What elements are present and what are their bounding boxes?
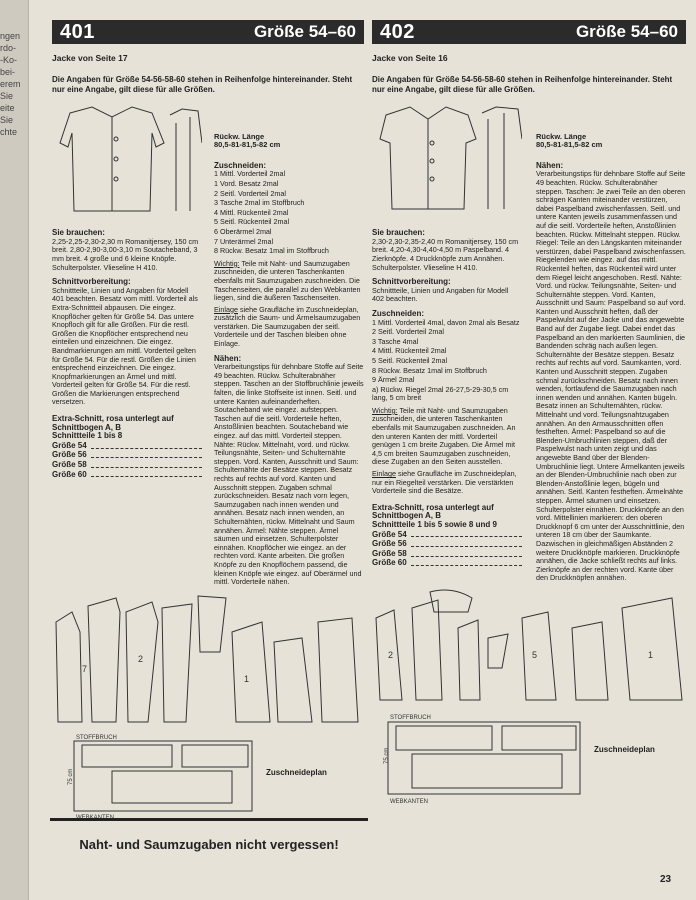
width-label: 75 cm xyxy=(68,768,74,786)
cutting-item: 1 Vord. Besatz 2mal xyxy=(214,178,279,188)
model-number: 402 xyxy=(380,20,415,43)
important-text: Teile mit Naht- und Saumzugaben zuschneiden, die unteren Taschenkanten ebenfalls mit Saumzugaben zuschneiden. Die Taschenseiten, die parallel zu den Webkanten liegen, sind die äußeren Taschenseiten. xyxy=(214,258,361,303)
size-label: Größe 60 xyxy=(372,558,407,568)
cutting-item: 2 Seitl. Vorderteil 2mal xyxy=(372,327,444,337)
back-length-label: Rückw. Länge xyxy=(214,131,265,141)
size-label: Größe 54 xyxy=(372,529,407,539)
strip-word: chte xyxy=(0,127,18,137)
cutting-item: 4 Mittl. Rückenteil 2mal xyxy=(214,207,289,217)
needs-text: 2,30-2,30-2,35-2,40 m Romanitjersey, 150 cm breit. 4,20-4,30-4,40-4,50 m Paspelband. 4 Zierknöpfe. 4 Druckknöpfe zum Annähen. Schulterpolster. Vlieseline H 410. xyxy=(372,236,519,272)
cutting-item: 4 Mittl. Rückenteil 2mal xyxy=(372,346,447,356)
right-subcolumn xyxy=(214,103,364,588)
cutting-item: 1 Mittl. Vorderteil 2mal xyxy=(214,169,286,179)
interfacing-text: siehe Graufläche im Zuschneideplan, zusätzlich die Saum- und Ärmelsaumzugaben verstärken. Die Saumzugaben der seitl. Vorderteile und der Taschen bleiben ohne Einlage. xyxy=(214,304,361,349)
cutting-item: 1 Mittl. Vorderteil 4mal, davon 2mal als Besatz xyxy=(372,317,520,327)
cutting-list xyxy=(372,319,522,403)
fold-label: STOFFBRUCH xyxy=(390,715,431,722)
pattern-pieces-401 xyxy=(52,592,364,727)
important-title: Wichtig: xyxy=(372,405,398,415)
width-label: 75 cm xyxy=(384,748,390,765)
interfacing-title: Einlage xyxy=(372,469,396,479)
strip-word: -Ko- xyxy=(0,55,18,65)
jacket-drawing-401 xyxy=(52,103,202,221)
cutting-list xyxy=(214,170,364,255)
strip-word: Sie xyxy=(0,115,14,125)
size-label: Größe 56 xyxy=(372,539,407,549)
cutting-title: Zuschneiden: xyxy=(214,160,267,170)
size-lines xyxy=(52,442,202,479)
pattern-pieces-402 xyxy=(372,588,686,706)
svg-text:2: 2 xyxy=(138,653,144,664)
header-402 xyxy=(372,20,686,44)
extra-cut-title: Extra-Schnitt, rosa unterlegt auf Schnittbogen A, B xyxy=(52,414,174,432)
cutting-item: 8 Rückw. Besatz 1mal im Stoffbruch xyxy=(214,246,329,256)
cutting-item: 6 Oberärmel 2mal xyxy=(214,226,272,236)
cutting-item: 5 Seitl. Rückenteil 2mal xyxy=(214,217,290,227)
preparation-text: Schnittteile, Linien und Angaben für Modell 402 beachten. xyxy=(372,285,509,304)
cutting-title: Zuschneiden: xyxy=(372,308,425,318)
right-subcolumn xyxy=(536,103,686,584)
size-range: Größe 54–60 xyxy=(575,21,678,41)
strip-word: ngen xyxy=(0,31,21,41)
cutting-item: 3 Tasche 4mal xyxy=(372,336,419,346)
interfacing-text: siehe Graufläche im Zuschneideplan, nur ein Riegelteil verstärken. Die verstärkten Vorderteile sind die Besätze. xyxy=(372,469,517,496)
cutting-layout-401 xyxy=(52,731,364,823)
sewing-title: Nähen: xyxy=(536,160,564,170)
cutting-item: 5 Seitl. Rückenteil 2mal xyxy=(372,355,448,365)
fold-label: STOFFBRUCH xyxy=(76,735,117,742)
subtitle: Jacke von Seite 16 xyxy=(372,53,448,63)
strip-word: eite xyxy=(0,103,15,113)
binding-strip xyxy=(0,0,29,900)
intro-text: Die Angaben für Größe 54-56-58-60 stehen in Reihenfolge hintereinander. Steht nur eine Angabe, gilt diese für alle Größen. xyxy=(52,74,353,94)
subtitle: Jacke von Seite 17 xyxy=(52,53,128,63)
selvage-label: WEBKANTEN xyxy=(76,815,115,822)
sewing-text: Verarbeitungstips für dehnbare Stoffe auf Seite 49 beachten. Rückw. Schulterabnäher steppen. Taschen an der Stoffbruchlinie jeweils falten, die linke Stoffseite ist innen. Seitl. und untere Kanten aufeinanderheften. Soutacheband wie eingez. aufsteppen. Taschen auf die seitl. Vorderteile heften, Anstoßlinien beachten. Soutacheband wie eingez. auf das mittl. Vorderteil steppen. Nähte: Rückw. Mittelnaht, vord. und rückw. Teilungsnähte, Seiten- und Schulternähte steppen. Vord. Kanten, Ausschnitt und Saum: Schulternähte der Besätze steppen. Besatz rechts auf rechts auf vord. Kanten und Ausschnitt steppen. Zugaben schmal zurückschneiden. Besatz nach vorn legen, Saumzugaben nach innen wenden und annähen. Besatz nach innen wenden, an Schulternähten, rückw. Mittelnaht und Saum annähen. Ärmel: Nähte steppen. Ärmel säumen und einsetzen. Schulterpolster einnähen. Knopflöcher wie eingez. an der rechten vord. Kante arbeiten. Die großen Knöpfe zu den Knopflöchern passend, die kleinen Knöpfe wie eingez. auf Oberärmel und mittl. Vorderteile nähen. xyxy=(214,362,364,587)
size-label: Größe 58 xyxy=(372,548,407,558)
size-label: Größe 56 xyxy=(52,450,87,460)
back-length-value: 80,5-81-81,5-82 cm xyxy=(214,140,281,150)
strip-word: bei- xyxy=(0,67,16,77)
strip-word: Sie xyxy=(0,91,14,101)
cutting-item: a) Rückw. Riegel 2mal 26-27,5-29-30,5 cm lang, 5 cm breit xyxy=(372,384,509,403)
size-label: Größe 58 xyxy=(52,460,87,470)
important-title: Wichtig: xyxy=(214,258,240,268)
size-range: Größe 54–60 xyxy=(253,21,356,41)
extra-cut-title: Extra-Schnitt, rosa unterlegt auf Schnittbogen A, B xyxy=(372,502,494,521)
cutting-item: 8 Rückw. Besatz 1mal im Stoffbruch xyxy=(372,365,487,375)
page-number: 23 xyxy=(660,874,672,885)
interfacing-title: Einlage xyxy=(214,304,238,314)
strip-word: erem xyxy=(0,79,21,89)
size-label: Größe 60 xyxy=(52,469,87,479)
header-401 xyxy=(52,20,364,44)
important-text: Teile mit Naht- und Saumzugaben zuschneiden, die unteren Taschenkanten ebenfalls mit Saumzugaben zuschneiden. An den unteren Kanten der mittl. Vorderteil genügen 1 cm breite Zugaben. Die Ärmel mit 4,5 cm breiten Saumzugaben zuschneiden, diese Zugaben an den Seiten ausstellen. xyxy=(372,405,516,467)
needs-title: Sie brauchen: xyxy=(372,228,425,238)
cutting-plan-label: Zuschneideplan xyxy=(266,768,327,778)
svg-text:2: 2 xyxy=(388,649,394,660)
cutting-layout-402 xyxy=(372,710,686,806)
left-subcolumn xyxy=(52,103,202,588)
size-label: Größe 54 xyxy=(52,440,87,450)
reminder-banner: Naht- und Saumzugaben nicht vergessen! xyxy=(50,818,368,852)
pattern-402 xyxy=(372,20,686,809)
cutting-item: 3 Tasche 2mal im Stoffbruch xyxy=(214,198,305,208)
jacket-drawing-402 xyxy=(372,103,522,221)
cutting-item: 9 Ärmel 2mal xyxy=(372,375,415,385)
needs-title: Sie brauchen: xyxy=(52,228,105,238)
cutting-plan-label: Zuschneideplan xyxy=(594,745,655,755)
svg-text:1: 1 xyxy=(244,673,250,684)
svg-text:7: 7 xyxy=(82,663,88,674)
extra-cut-sub: Schnittteile 1 bis 5 sowie 8 und 9 xyxy=(372,520,497,529)
preparation-title: Schnittvorbereitung: xyxy=(52,277,131,287)
size-lines xyxy=(372,531,522,568)
needs-text: 2,25-2,25-2,30-2,30 m Romanitjersey, 150 cm breit. 2,80-2,90-3,00-3,10 m Soutacheband, 3 mm breit. 4 große und 6 kleine Knöpfe. Schulterpolster. Vlieseline H 410. xyxy=(52,236,199,272)
intro-text: Die Angaben für Größe 54-56-58-60 stehen in Reihenfolge hintereinander. Steht nur eine Angabe, gilt diese für alle Größen. xyxy=(372,74,673,94)
left-subcolumn xyxy=(372,103,522,584)
preparation-text: Schnittteile, Linien und Angaben für Modell 401 beachten. Besatz vom mittl. Vorderteil als Extra-Schnittteil abpausen. Die eingez. Knopflöcher gelten für Größe 54. Das untere Knopfloch gilt für alle Größen. Für die restl. Größen die Knopflöcher entsprechend neu einteilen und einzeichnen. Die eingez. Bandmarkierungen am mittl. Vorderteil gelten für Größe 54. Für die restl. Größen die Linien entsprechend einzeichnen. Die eingez. Knopfmarkierungen an Ärmel und mittl. Vorderteil gelten für Größe 54. Für die restl. Größen die Markierungen entsprechend versetzen. xyxy=(52,285,198,407)
model-number: 401 xyxy=(60,20,95,43)
back-length-label: Rückw. Länge xyxy=(536,131,587,141)
strip-word: rdo- xyxy=(0,43,17,53)
sewing-text: Verarbeitungstips für dehnbare Stoffe auf Seite 49 beachten. Rückw. Schulterabnäher steppen. Taschen: Je zwei Teile an den oberen schrägen Kanten miteinander verstürzen, dabei Paspelband zwischenfassen. Seitl. und untere Kanten jeweils zusammenfassen und auf die seitl. Vorderteile heften, Anstoßlinien beachten. Rückw. Mittelnaht steppen. Rückw. Riegel: Teile an den Längskanten miteinander verstürzen, dabei Paspelband zwischenfassen. Riegelenden wie eingez. auf das mittl. Rückenteil heften, das Rückenteil wird unter dem Riegel leicht angeschoben. Restl. Nähte: Vord. und rückw. Teilungsnähte, Seiten- und Schulternähte steppen. Vord. Kanten, Ausschnitt und Saum: Paspelband so auf vord. Kanten und Ausschnitt heften, daß der Paspelwulst auf der Jacke und das angewebte Band auf der Zugabe liegt. Dabei endet das Paspelband an den markierten Saumlinien, die Bandenden schräg nach außen legen. Schulternähte der Besätze steppen. Besatz rechts auf rechts auf vord. Saumkanten, vord. Kanten und Ausschnitt steppen. Zugaben schmal zurückschneiden. Besatz nach innen wenden, fortlaufend die Saumzugaben nach innen wenden und annähen. Kanten bügeln. Besatz innen an Schulternähten, rückw. Mittelnaht und vord. Teilungsnahtzugaben annähen. An den Armausschnitten offen festheften. Ärmel: Paspelband so auf die Blenden-Umbruchlinien steppen, daß der Paspelwulst nach unten zeigt und das angewebte Band über der Blenden-Umbruchlinie liegt. Untere Ärmelkanten jeweils an der Blenden-Umbruchlinie nach oben zur Blenden-Anstoßlinie legen, bügeln und annähen. Seitl. Kanten festheften. Ärmelnähte steppen. Ärmel säumen und einsetzen. Schulterpolster einnähen. Druckknöpfe an den vord. Mittellinien markieren: den oberen Druckknopf 6 cm unter der Ausschnittlinie, den unteren 18 cm über der Saumkante. Dazwischen in gleichmäßigen Abständen 2 weitere Druckknöpfe markieren. Druckknöpfe annähen, die Jacke schließt rechts auf links. Zierknöpfe an der rechten vord. Kante über den Druckknöpfen annähen. xyxy=(536,169,686,583)
cutting-item: 2 Seitl. Vorderteil 2mal xyxy=(214,188,286,198)
pattern-401 xyxy=(52,20,364,826)
cutting-item: 7 Unterärmel 2mal xyxy=(214,236,274,246)
extra-cut-sub: Schnittteile 1 bis 8 xyxy=(52,431,123,441)
back-length-value: 80,5-81-81,5-82 cm xyxy=(536,140,603,150)
svg-text:1: 1 xyxy=(648,649,654,660)
svg-text:5: 5 xyxy=(532,649,538,660)
sewing-title: Nähen: xyxy=(214,353,242,363)
preparation-title: Schnittvorbereitung: xyxy=(372,277,451,287)
selvage-label: WEBKANTEN xyxy=(390,799,429,806)
